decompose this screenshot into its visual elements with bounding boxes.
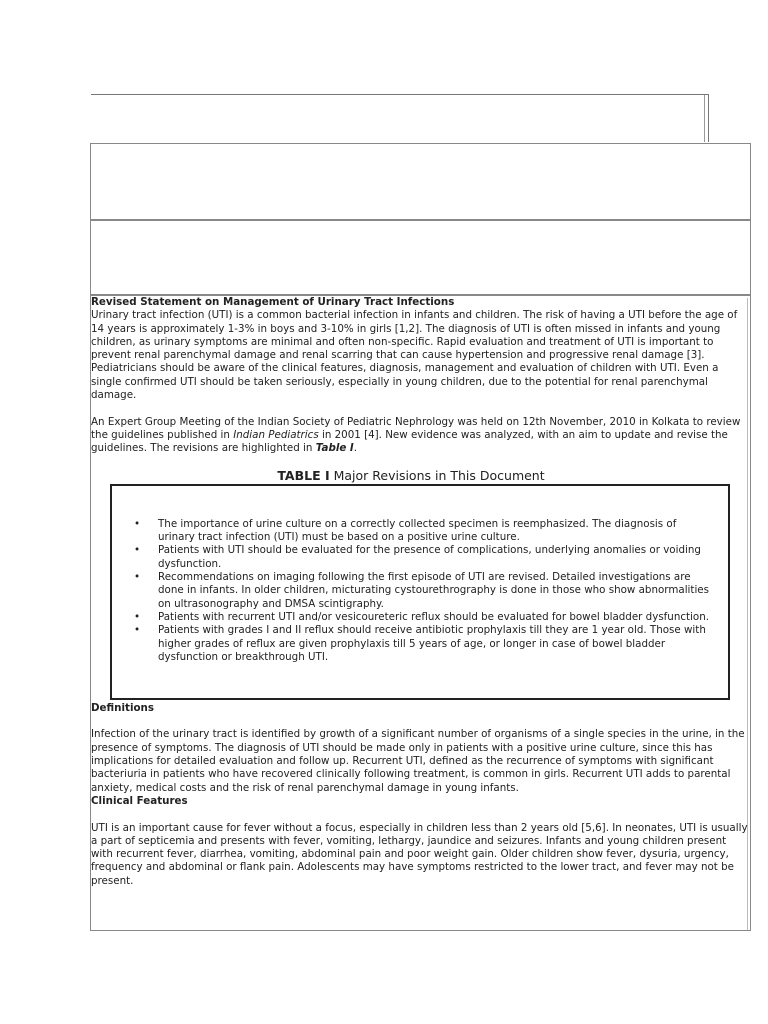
empty-header-box-1 (90, 143, 751, 220)
list-item (134, 611, 709, 624)
list-item (134, 544, 709, 571)
list-item-text: Patients with recurrent UTI and/or vesicoureteric reflux should be evaluated for bowel bladder dysfunction. (158, 610, 710, 623)
empty-header-box-2 (90, 220, 751, 295)
list-item-text: The importance of urine culture on a correctly collected specimen is reemphasized. The diagnosis of urinary tract infection (UTI) must be based on a positive urine culture. (158, 517, 677, 544)
intro-paragraph-2 (91, 416, 749, 456)
bullet-icon: • (134, 544, 141, 557)
header-strip (91, 94, 709, 142)
list-item (134, 624, 709, 664)
intro-paragraph-1: Urinary tract infection (UTI) is a common bacterial infection in infants and children. The risk of having a UTI before the age of 14 years is approximately 1-3% in boys and 3-10% in girls [1,2]. The diagnosis of UTI is often missed in infants and young children, as urinary symptoms are minimal and often non-specific. Rapid evaluation and treatment of UTI is important to prevent renal parenchymal damage and renal scarring that can cause hypertension and progressive renal damage [3]. Pediatricians should be aware of the clinical features, diagnosis, management and evaluation of children with UTI. Even a single confirmed UTI should be taken seriously, especially in young children, due to the potential for renal parenchymal damage. (91, 309, 738, 402)
intro-p2-part-a: An Expert Group Meeting of the Indian Society of Pediatric Nephrology was held on 12th November, 2010 in Kolkata to review the guidelines published in (91, 415, 741, 441)
list-item (134, 571, 709, 611)
bullet-icon: • (134, 610, 141, 623)
table-label: TABLE I (277, 467, 330, 483)
intro-p2-part-c: . (353, 442, 358, 455)
revisions-list (134, 518, 709, 664)
clinical-features-heading: Clinical Features (91, 794, 188, 807)
table-caption-text: Major Revisions in This Document (329, 467, 545, 483)
list-item-text: Recommendations on imaging following the first episode of UTI are revised. Detailed investigations are done in infants. In older children, micturating cystourethrography is done in those who show abnormalities on ultrasonography and DMSA scintigraphy. (158, 571, 710, 610)
list-item-text: Patients with UTI should be evaluated for the presence of complications, underlying anomalies or voiding dysfunction. (158, 544, 701, 570)
clinical-features-paragraph: UTI is an important cause for fever without a focus, especially in children less than 2 years old [5,6]. In neonates, UTI is usually a part of septicemia and presents with fever, vomiting, lethargy, jaundice and seizures. Infants and young children present with recurrent fever, diarrhea, vomiting, abdominal pain and poor weight gain. Older children show fever, dysuria, urgency, frequency and abdominal or flank pain. Adolescents may have symptoms restricted to the lower tract, and fever may not be present. (91, 821, 748, 887)
list-item (134, 518, 709, 545)
article-body (91, 296, 749, 888)
bullet-icon: • (134, 517, 141, 530)
revisions-table (110, 484, 730, 700)
table-caption (91, 469, 731, 482)
bullet-icon: • (134, 624, 141, 637)
intro-p2-part-b: in 2001 [4]. New evidence was analyzed, with an aim to update and revise the guidelines. The revisions are highlighted in (91, 428, 728, 455)
article-title: Revised Statement on Management of Urinary Tract Infections (91, 296, 455, 308)
table-reference-link[interactable]: Table I (315, 442, 354, 455)
bullet-icon: • (134, 571, 141, 584)
list-item-text: Patients with grades I and II reflux should receive antibiotic prophylaxis till they are 1 year old. Those with higher grades of reflux are given prophylaxis till 5 years of age, or longer in case of bowel bladder dysfunction or breakthrough UTI. (158, 624, 706, 663)
journal-name: Indian Pediatrics (233, 428, 319, 441)
definitions-heading: Definitions (91, 701, 155, 714)
definitions-paragraph: Infection of the urinary tract is identified by growth of a significant number of organisms of a single species in the urine, in the presence of symptoms. The diagnosis of UTI should be made only in patients with a positive urine culture, since this has implications for detailed evaluation and follow up. Recurrent UTI, defined as the recurrence of symptoms with significant bacteriuria in patients who have recovered clinically following treatment, is common in girls. Recurrent UTI adds to parental anxiety, medical costs and the risk of renal parenchymal damage in young infants. (91, 728, 745, 794)
